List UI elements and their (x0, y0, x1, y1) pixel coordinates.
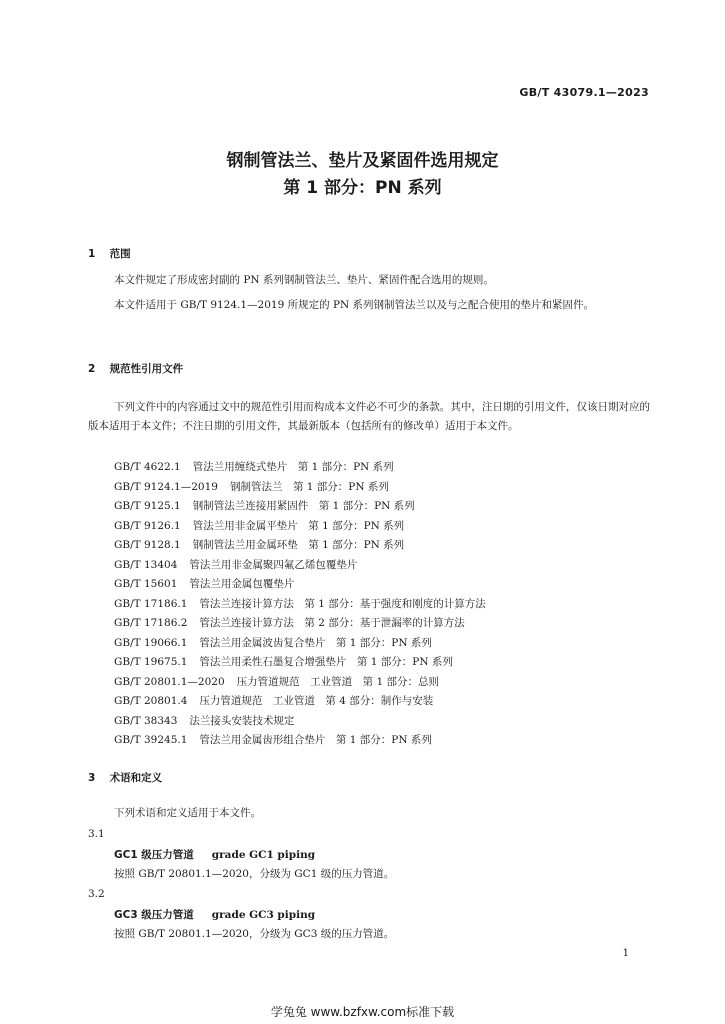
reference-item (114, 498, 415, 513)
reference-title: 压力管道规范 工业管道 第 4 部分：制作与安装 (199, 695, 434, 707)
clause-number: 3.1 (88, 828, 105, 840)
reference-title: 管法兰用缠绕式垫片 第 1 部分：PN 系列 (192, 461, 394, 473)
reference-code: GB/T 20801.4 (114, 695, 188, 707)
reference-code: GB/T 17186.1 (114, 597, 188, 610)
section-1-heading (88, 246, 131, 261)
section-2-heading (88, 361, 183, 376)
reference-item (114, 459, 394, 474)
reference-item (114, 713, 294, 728)
reference-code: GB/T 19675.1 (114, 656, 188, 668)
reference-title: 钢制管法兰 第 1 部分：PN 系列 (229, 480, 389, 493)
reference-title: 压力管道规范 工业管道 第 1 部分：总则 (236, 675, 439, 688)
reference-item (114, 518, 404, 533)
document-title: 钢制管法兰、垫片及紧固件选用规定 (226, 151, 499, 171)
standard-code: GB/T 43079.1—2023 (519, 86, 649, 99)
reference-code: GB/T 15601 (114, 578, 178, 590)
reference-title: 管法兰用柔性石墨复合增强垫片 第 1 部分：PN 系列 (199, 656, 453, 668)
reference-title: 管法兰连接计算方法 第 2 部分：基于泄漏率的计算方法 (199, 617, 465, 629)
document-subtitle: 第 1 部分：PN 系列 (283, 178, 442, 198)
paragraph: 下列文件中的内容通过文中的规范性引用而构成本文件必不可少的条款。其中，注日期的引用文件，仅该日期对应的版本适用于本文件；不注日期的引用文件，其最新版本（包括所有的修改单）适用于本文件。 (88, 401, 650, 432)
term-zh: GC1 级压力管道 (114, 849, 194, 861)
reference-code: GB/T 4622.1 (114, 461, 181, 473)
reference-item (114, 576, 294, 591)
reference-item (114, 537, 404, 552)
reference-title: 管法兰用金属包覆垫片 (189, 578, 295, 590)
term-definition: 按照 GB/T 20801.1—2020，分级为 GC1 级的压力管道。 (114, 868, 395, 880)
term-zh: GC3 级压力管道 (114, 909, 194, 921)
reference-code: GB/T 17186.2 (114, 617, 188, 629)
clause-number: 3.2 (88, 888, 105, 900)
reference-item (114, 479, 389, 494)
reference-code: GB/T 20801.1—2020 (114, 675, 225, 688)
reference-title: 管法兰用金属齿形组合垫片 第 1 部分：PN 系列 (199, 734, 432, 746)
reference-item (114, 596, 486, 611)
reference-code: GB/T 39245.1 (114, 734, 188, 746)
reference-item (114, 615, 465, 630)
reference-item (114, 674, 439, 689)
paragraph: 本文件适用于 GB/T 9124.1—2019 所规定的 PN 系列钢制管法兰以及与之配合使用的垫片和紧固件。 (114, 299, 595, 311)
reference-title: 管法兰连接计算方法 第 1 部分：基于强度和刚度的计算方法 (199, 597, 486, 610)
section-title: 术语和定义 (109, 772, 163, 784)
reference-title: 钢制管法兰连接用紧固件 第 1 部分：PN 系列 (192, 500, 415, 512)
paragraph: 下列术语和定义适用于本文件。 (114, 807, 261, 819)
section-title: 规范性引用文件 (109, 363, 184, 375)
section-number: 3 (88, 772, 96, 784)
section-3-heading (88, 770, 162, 785)
reference-title: 管法兰用金属波齿复合垫片 第 1 部分：PN 系列 (199, 636, 432, 649)
reference-item (114, 654, 453, 669)
reference-item (114, 732, 432, 747)
section-number: 1 (88, 248, 96, 260)
section-number: 2 (88, 363, 96, 375)
page-number: 1 (622, 948, 629, 959)
reference-code: GB/T 9128.1 (114, 539, 181, 551)
section-title: 范围 (109, 248, 131, 260)
reference-title: 管法兰用非金属平垫片 第 1 部分：PN 系列 (192, 519, 405, 532)
reference-title: 管法兰用非金属聚四氟乙烯包覆垫片 (189, 558, 358, 571)
paragraph: 本文件规定了形成密封副的 PN 系列钢制管法兰、垫片、紧固件配合选用的规则。 (114, 274, 494, 286)
reference-code: GB/T 19066.1 (114, 636, 188, 649)
reference-code: GB/T 9124.1—2019 (114, 480, 218, 493)
reference-code: GB/T 13404 (114, 558, 178, 571)
term-en: grade GC1 piping (211, 849, 316, 861)
reference-title: 法兰接头安装技术规定 (189, 714, 295, 727)
reference-item (114, 557, 357, 572)
reference-title: 钢制管法兰用金属环垫 第 1 部分：PN 系列 (192, 539, 405, 551)
reference-code: GB/T 38343 (114, 714, 178, 727)
reference-code: GB/T 9126.1 (114, 519, 181, 532)
term-definition: 按照 GB/T 20801.1—2020，分级为 GC3 级的压力管道。 (114, 928, 395, 940)
term (114, 907, 315, 922)
term (114, 847, 315, 862)
reference-code: GB/T 9125.1 (114, 500, 181, 512)
term-en: grade GC3 piping (211, 909, 316, 921)
footer-watermark: 学兔兔 www.bzfxw.com标准下载 (270, 1005, 455, 1019)
reference-item (114, 635, 432, 650)
reference-item (114, 693, 433, 708)
